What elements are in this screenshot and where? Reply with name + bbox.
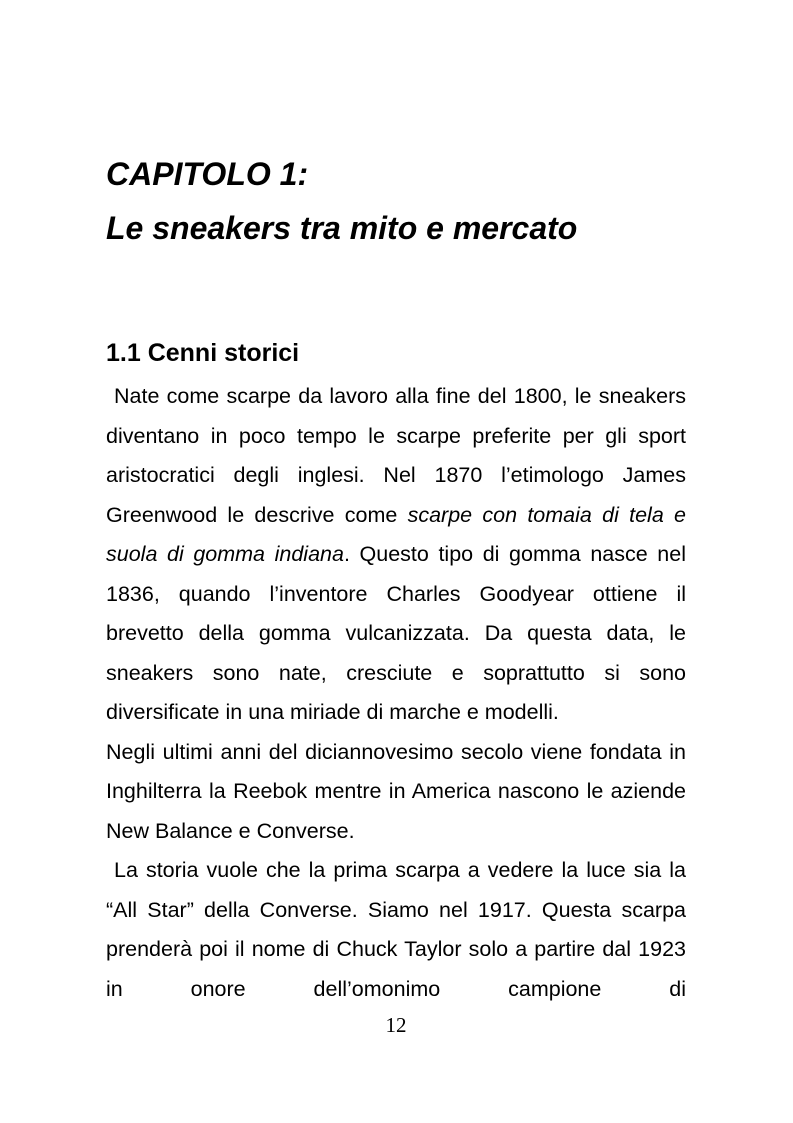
chapter-title-line2: Le sneakers tra mito e mercato — [106, 210, 578, 246]
paragraph-history-origins — [106, 377, 686, 733]
paragraph-all-star: La storia vuole che la prima scarpa a vedere la luce sia la “All Star” della Converse. Siamo nel 1917. Questa scarpa prenderà poi il nome di Chuck Taylor solo a partire dal 1923 in onore dell’omonimo campione di — [106, 858, 686, 1001]
paragraph-1-text-after-italic: . Questo tipo di gomma nasce nel 1836, quando l’inventore Charles Goodyear ottiene il brevetto della gomma vulcanizzata. Da questa data, le sneakers sono nate, cresciute e soprattutto si sono diversificate in una miriade di marche e modelli. — [106, 542, 686, 724]
paragraph-1-text-before-italic: Nate come scarpe da lavoro alla fine del 1800, le sneakers diventano in poco tempo le scarpe preferite per gli sport aristocratici degli inglesi. Nel 1870 l’etimologo James Greenwood le descrive come — [106, 384, 686, 527]
body-text — [106, 377, 686, 1009]
paragraph-1-italic-quote: scarpe con tomaia di tela e suola di gomma indiana — [106, 502, 687, 566]
chapter-title — [106, 147, 686, 255]
chapter-title-line1: CAPITOLO 1: — [106, 156, 309, 192]
page-number: 12 — [385, 1013, 407, 1037]
section-heading: 1.1 Cenni storici — [106, 339, 300, 367]
page-content — [106, 0, 686, 1009]
paragraph-brands-founded: Negli ultimi anni del diciannovesimo secolo viene fondata in Inghilterra la Reebok mentre in America nascono le aziende New Balance e Converse. — [106, 739, 686, 843]
